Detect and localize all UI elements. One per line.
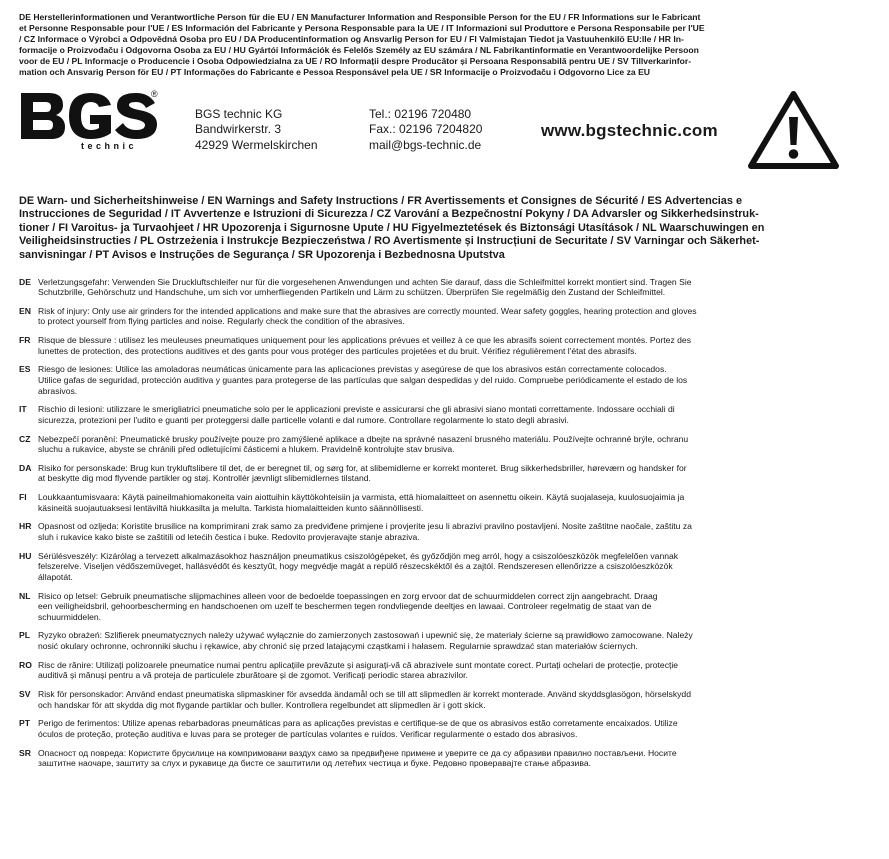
language-code: PT [19, 718, 30, 729]
safety-text-line: een veiligheidsbril, gehoorbescherming en handschoenen om uzelf te beschermen tegen rondvliegende deeltjes en lawaai. Controleer regelmatig de staat van de [38, 601, 652, 612]
company-block [19, 87, 871, 165]
safety-instructions-heading [19, 195, 871, 263]
language-code: NL [19, 590, 31, 601]
safety-text-line: och handskar för att skydda dig mot flygande partiklar och buller. Kontrollera regelbundet att slipmedlen är i gott skick. [38, 699, 486, 710]
safety-text-line: sluh i rukavice kako biste se zaštitili od letećih čestica i buke. Redovito provjeravajte stanje abraziva. [38, 531, 420, 542]
safety-text-line: at beskytte dig mod flyvende partikler og støj. Kontrollér jævnligt slibemidlernes tilstand. [38, 473, 371, 484]
safety-text [38, 660, 871, 681]
safety-text-line: käsineitä suojautuaksesi lentäviltä hiukkasilta ja melulta. Tarkista hiomalaitteiden kunto säännöllisesti. [38, 502, 424, 513]
safety-text [38, 748, 871, 769]
bgs-logo [19, 89, 159, 151]
safety-entry-fi [19, 492, 871, 513]
manufacturer-info-heading [19, 12, 871, 79]
safety-entry-it [19, 404, 871, 425]
language-code: HU [19, 550, 32, 561]
language-code: FR [19, 335, 31, 346]
company-street: Bandwirkerstr. 3 [195, 122, 282, 137]
title-line: Veiligheidsinstructies / PL Ostrzeżenia i Instrukcje Bezpieczeństwa / RO Avertismente și Instrucțiuni de Securitate / SV Varningar och Säkerhet- [19, 235, 760, 248]
company-website[interactable]: www.bgstechnic.com [541, 120, 718, 140]
safety-text [38, 492, 871, 513]
safety-text [38, 463, 871, 484]
safety-text-line: to protect yourself from flying particles and noise. Regularly check the condition of the abrasives. [38, 316, 405, 327]
safety-text-line: felszerelve. Viseljen védőszemüveget, hallásvédőt és kesztyűt, hogy megvédje magát a repülő részecskéktől és a zajtól. Rendszeresen ellenőrizze a csiszolóeszközök [38, 561, 673, 572]
logo-subtext: technic [81, 140, 138, 151]
safety-entry-hr [19, 521, 871, 542]
company-fax: Fax.: 02196 7204820 [369, 122, 483, 137]
safety-text-line: abrasivos. [38, 385, 78, 396]
safety-entry-da [19, 463, 871, 484]
safety-entry-sv [19, 689, 871, 710]
language-code: FI [19, 492, 27, 503]
language-code: DA [19, 462, 32, 473]
language-code: IT [19, 404, 27, 415]
language-code: HR [19, 521, 32, 532]
safety-text [38, 364, 871, 396]
company-address [195, 107, 318, 154]
safety-text [38, 434, 871, 455]
safety-text-line: Rischio di lesioni: utilizzare le smerigliatrici pneumatiche solo per le applicazioni previste e assicurarsi che gli abrasivi siano montati correttamente. Indossare occhiali di [38, 404, 675, 415]
intro-line: / CZ Informace o Výrobci a Odpovědná Osoba pro EU / DA Producentinformation og Ansvarlig Person for EU / FI Valmistajan Tiedot ja Vastuuhenkilö EU:lle / HR In- [19, 34, 684, 45]
title-line: tioner / FI Varoitus- ja Turvaohjeet / HR Upozorenja i Sigurnosne Upute / HU Figyelmeztetések és Biztonsági Utasítások / NL Waarschuwingen en [19, 221, 765, 234]
safety-entry-pl [19, 630, 871, 651]
language-code: CZ [19, 433, 31, 444]
safety-text [38, 718, 871, 739]
safety-text-line: Опасност од повреда: Користите брусилице на компримовани ваздух само за предвиђене примене и уверите се да су абразиви правилно постављени. Носите [38, 747, 677, 758]
safety-text-line: schuurmiddelen. [38, 611, 102, 622]
company-name: BGS technic KG [195, 106, 283, 121]
language-code: EN [19, 305, 31, 316]
safety-entry-de [19, 277, 871, 298]
language-code: RO [19, 659, 32, 670]
safety-text [38, 521, 871, 542]
safety-entry-hu [19, 551, 871, 583]
safety-text-line: sicurezza, protezioni per l'udito e guanti per proteggersi dalle particelle volanti e dal rumore. Controllare regolarmente lo stato degli abrasivi. [38, 414, 569, 425]
safety-text-line: Nebezpečí poranění: Pneumatické brusky používejte pouze pro zamýšlené aplikace a dbejte na správné nasazení brusného materiálu. Používejte ochranné brýle, ochranu [38, 433, 689, 444]
safety-text-line: lunettes de protection, des protections auditives et des gants pour vous protéger des particules projetées et du bruit. Vérifiez régulièrement l'état des abrasifs. [38, 345, 637, 356]
safety-text [38, 335, 871, 356]
safety-text-line: állapotát. [38, 571, 73, 582]
safety-text-line: Perigo de ferimentos: Utilize apenas rebarbadoras pneumáticas para as aplicações previstas e certifique-se de que os abrasivos estão corretamente encaixados. Utilize [38, 718, 678, 729]
intro-line: mation och Ansvarig Person för EU / PT Informações do Fabricante e Pessoa Responsável pela UE / SR Informacije o Proizvođaču i Odgovorno Lice za EU [19, 67, 651, 78]
safety-text [38, 630, 871, 651]
safety-text-line: Schutzbrille, Gehörschutz und Handschuhe, um sich vor umherfliegenden Partikeln und Lärm zu schützen. Überprüfen Sie regelmäßig den Zustand der Schleifmittel. [38, 287, 666, 298]
registered-mark: ® [151, 88, 158, 99]
language-code: ES [19, 364, 31, 375]
safety-entry-fr [19, 335, 871, 356]
intro-line: voor de EU / PL Informacje o Producencie i Osoba Odpowiedzialna za UE / RO Informații despre Producător și Persoana Responsabilă pentru UE / SV Tillverkarinfor- [19, 56, 692, 67]
safety-text-line: Risico op letsel: Gebruik pneumatische slijpmachines alleen voor de bedoelde toepassingen en zorg ervoor dat de schuurmiddelen correct zijn aangebracht. Draag [38, 590, 658, 601]
safety-text-line: Sérülésveszély: Kizárólag a tervezett alkalmazásokhoz használjon pneumatikus csiszológépeket, és győződjön meg arról, hogy a csiszolóeszközök megfelelően vannak [38, 550, 679, 561]
safety-text-line: Utilice gafas de seguridad, protección auditiva y guantes para protegerse de las partículas que salgan despedidas y del ruido. Compruebe periódicamente el estado de los [38, 374, 688, 385]
language-code: SV [19, 688, 31, 699]
language-code: DE [19, 276, 31, 287]
safety-text [38, 591, 871, 623]
safety-text-line: auditivă și mănuși pentru a vă proteja de particulele zburătoare și de zgomot. Verificați periodic starea abrazivilor. [38, 670, 468, 681]
title-line: Instrucciones de Seguridad / IT Avvertenze e Istruzioni di Sicurezza / CZ Varování a Bezpečnostní Pokyny / DA Advarsler og Sikkerhedsinstruk- [19, 208, 759, 221]
safety-text-line: Loukkaantumisvaara: Käytä paineilmahiomakoneita vain aiottuihin käyttökohteisiin ja varmista, että hiomalaitteet on asennettu oikein. Käytä suojalaseja, kuulosuojaimia ja [38, 492, 685, 503]
safety-text [38, 306, 871, 327]
safety-text-line: заштитне наочаре, заштиту за слух и рукавице да бисте се заштитили од летећих честица и буке. Редовно проверавајте стање абразива. [38, 758, 591, 769]
safety-text-line: óculos de proteção, proteção auditiva e luvas para se proteger de partículas volantes e ruídos. Verificar regularmente o estado dos abrasivos. [38, 728, 578, 739]
company-mail[interactable]: mail@bgs-technic.de [369, 137, 482, 152]
safety-text [38, 551, 871, 583]
intro-line: DE Herstellerinformationen und Verantwortliche Person für die EU / EN Manufacturer Information and Responsible Person for the EU / FR Informations sur le Fabricant [19, 12, 701, 22]
safety-text-line: Ryzyko obrażeń: Szlifierek pneumatycznych należy używać wyłącznie do zamierzonych zastosowań i upewnić się, że materiały ścierne są prawidłowo zamocowane. Należy [38, 630, 693, 641]
safety-entry-pt [19, 718, 871, 739]
safety-text-line: Riesgo de lesiones: Utilice las amoladoras neumáticas únicamente para las aplicaciones previstas y asegúrese de que los abrasivos están correctamente colocados. [38, 364, 667, 375]
company-contact [369, 107, 482, 154]
title-line: sanvisningar / PT Avisos e Instruções de Segurança / SR Upozorenja i Bezbednosna Uputstva [19, 248, 505, 261]
safety-text [38, 404, 871, 425]
language-code: SR [19, 747, 31, 758]
company-tel: Tel.: 02196 720480 [369, 106, 472, 121]
safety-text-line: nosić okulary ochronne, ochronniki słuchu i rękawice, aby chronić się przed latającymi cząstkami i hałasem. Regularnie sprawdzać stan materiałów ściernych. [38, 641, 638, 651]
safety-text-line: Risk of injury: Only use air grinders for the intended applications and make sure that the abrasives are correctly mounted. Wear safety goggles, hearing protection and gloves [38, 305, 697, 316]
company-city: 42929 Wermelskirchen [195, 137, 318, 152]
safety-entry-sr [19, 748, 871, 769]
safety-entry-cz [19, 434, 871, 455]
title-line: DE Warn- und Sicherheitshinweise / EN Warnings and Safety Instructions / FR Avertissements et Consignes de Sécurité / ES Advertencias e [19, 194, 742, 207]
intro-line: formacije o Proizvođaču i Odgovorna Osoba za EU / HU Gyártói Információk és Felelős Személy az EU számára / NL Fabrikantinformatie en Verantwoordelijke Persoon [19, 45, 699, 56]
safety-entry-nl [19, 591, 871, 623]
safety-entry-es [19, 364, 871, 396]
safety-entry-ro [19, 660, 871, 681]
warning-triangle-icon [746, 89, 841, 171]
safety-text [38, 689, 871, 710]
intro-line: et Personne Responsable pour l'UE / ES Información del Fabricante y Persona Responsable para la UE / IT Informazioni sul Produttore e Persona Responsabile per l'UE [19, 23, 705, 34]
safety-text-line: Risk för personskador: Använd endast pneumatiska slipmaskiner för avsedda ändamål och se till att slipmedlen är korrekt monterade. Använd skyddsglasögon, hörselskydd [38, 688, 691, 699]
document-page [19, 12, 871, 777]
safety-text-line: Risque de blessure : utilisez les meuleuses pneumatiques uniquement pour les applications prévues et veillez à ce que les abrasifs soient correctement montés. Portez des [38, 335, 691, 346]
language-code: PL [19, 630, 30, 641]
safety-text-line: Verletzungsgefahr: Verwenden Sie Druckluftschleifer nur für die vorgesehenen Anwendungen und achten Sie darauf, dass die Schleifmittel korrekt montiert sind. Tragen Sie [38, 276, 692, 287]
safety-text-line: sluchu a rukavice, abyste se chránili před odletujícími částicemi a hlukem. Pravidelně kontrolujte stav brusiva. [38, 444, 455, 455]
safety-entry-en [19, 306, 871, 327]
safety-entries [19, 277, 871, 769]
safety-text-line: Opasnost od ozljeda: Koristite brusilice na komprimirani zrak samo za predviđene primjene i provjerite jesu li abrazivi pravilno postavljeni. Nosite zaštitne naočale, zaštitu za [38, 521, 692, 532]
safety-text-line: Risiko for personskade: Brug kun trykluftslibere til det, de er beregnet til, og sørg for, at slibemidlerne er korrekt monteret. Brug sikkerhedsbriller, høreværn og handsker for [38, 462, 687, 473]
safety-text [38, 277, 871, 298]
safety-text-line: Risc de rănire: Utilizați polizoarele pneumatice numai pentru aplicațiile prevăzute și asigurați-vă că abrazivele sunt montate corect. Purtați ochelari de protecție, protecție [38, 659, 679, 670]
